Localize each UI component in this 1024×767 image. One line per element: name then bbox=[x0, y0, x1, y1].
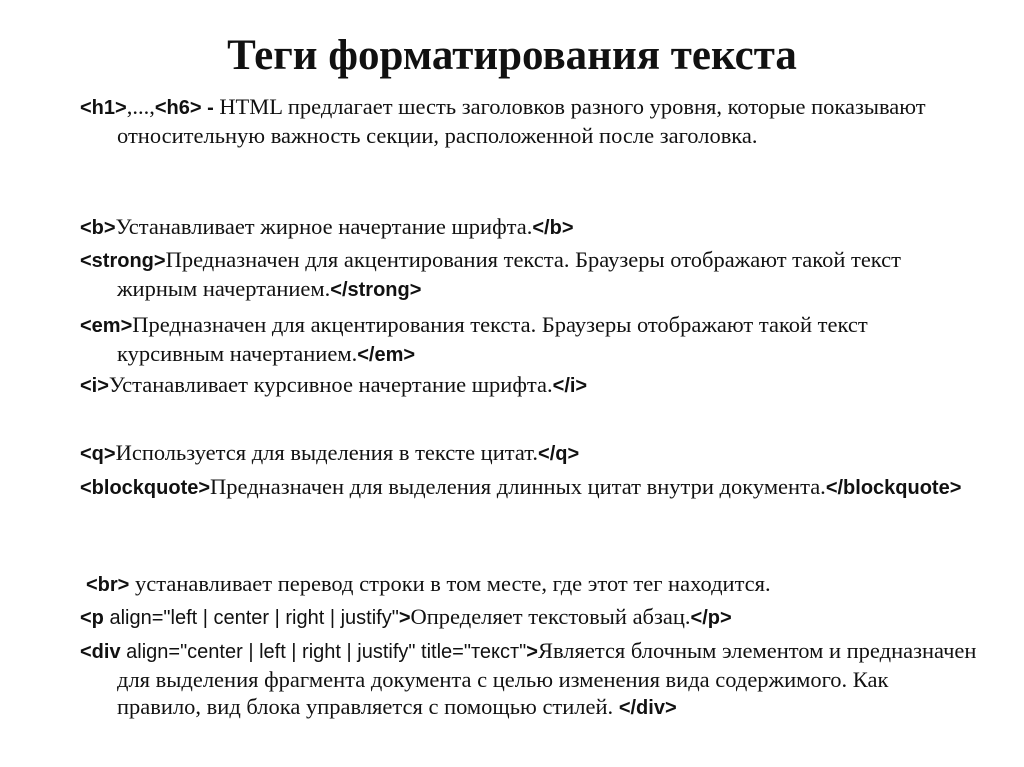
tag-open-end: > bbox=[398, 607, 411, 629]
tag-close: </strong> bbox=[330, 279, 422, 301]
tag-entry-b bbox=[80, 213, 977, 242]
tag-open: <div bbox=[80, 641, 121, 663]
tag-open: <b> bbox=[80, 217, 116, 239]
tag-attributes: align="center | left | right | justify" title="текст" bbox=[120, 641, 527, 663]
tag-entry-p bbox=[80, 603, 977, 632]
tag-open: <h6> bbox=[154, 97, 202, 119]
tag-separator: ,..., bbox=[126, 94, 155, 119]
tag-description: устанавливает перевод строки в том месте, где этот тег находится. bbox=[129, 571, 771, 596]
tag-entry-div bbox=[80, 637, 977, 722]
tag-description: Предназначен для акцентирования текста. Браузеры отображают такой текст жирным начертанием. bbox=[117, 247, 901, 301]
tag-open: <h1> bbox=[80, 97, 127, 119]
tag-description: Устанавливает курсивное начертание шрифта. bbox=[108, 372, 553, 397]
tag-open: <q> bbox=[80, 443, 116, 465]
slide-title: Теги форматирования текста bbox=[227, 32, 797, 79]
tag-open: <em> bbox=[80, 315, 133, 337]
tag-description: Определяет текстовый абзац. bbox=[410, 604, 691, 629]
tag-open: <p bbox=[80, 607, 104, 629]
tag-entry-br bbox=[86, 570, 983, 599]
tag-description: Устанавливает жирное начертание шрифта. bbox=[115, 214, 533, 239]
tag-close: </b> bbox=[532, 217, 574, 239]
tag-open: <i> bbox=[80, 375, 109, 397]
tag-attributes: align="left | center | right | justify" bbox=[103, 607, 399, 629]
tag-entry-em bbox=[80, 311, 977, 369]
tag-close: </p> bbox=[690, 607, 732, 629]
tag-description: Предназначен для выделения длинных цитат внутри документа. bbox=[210, 474, 826, 499]
tag-close: </q> bbox=[538, 443, 580, 465]
tag-description: Используется для выделения в тексте цитат. bbox=[115, 440, 539, 465]
tag-description: Является блочным элементом и предназначен для выделения фрагмента документа с целью изменения вида содержимого. Как правило, вид блока управляется с помощью стилей. bbox=[117, 638, 977, 719]
tag-open: <br> bbox=[86, 574, 130, 596]
tag-open-end: > bbox=[526, 641, 538, 663]
tag-close: </div> bbox=[618, 697, 677, 719]
tag-description: Предназначен для акцентирования текста. Браузеры отображают такой текст курсивным начертанием. bbox=[117, 312, 868, 366]
tag-dash: - bbox=[201, 97, 220, 119]
tag-entry-q bbox=[80, 439, 977, 468]
tag-open: <blockquote> bbox=[80, 477, 211, 499]
tag-close: </blockquote> bbox=[825, 477, 962, 499]
tag-entry-i bbox=[80, 371, 977, 400]
tag-close: </em> bbox=[357, 344, 416, 366]
tag-description: HTML предлагает шесть заголовков разного уровня, которые показывают относительную важность секции, расположенной после заголовка. bbox=[117, 94, 926, 148]
tag-entry-blockquote bbox=[80, 473, 977, 502]
tag-entry-strong bbox=[80, 246, 977, 304]
tag-open: <strong> bbox=[80, 250, 166, 272]
tag-entry-h1-h6 bbox=[80, 93, 977, 149]
tag-close: </i> bbox=[552, 375, 588, 397]
